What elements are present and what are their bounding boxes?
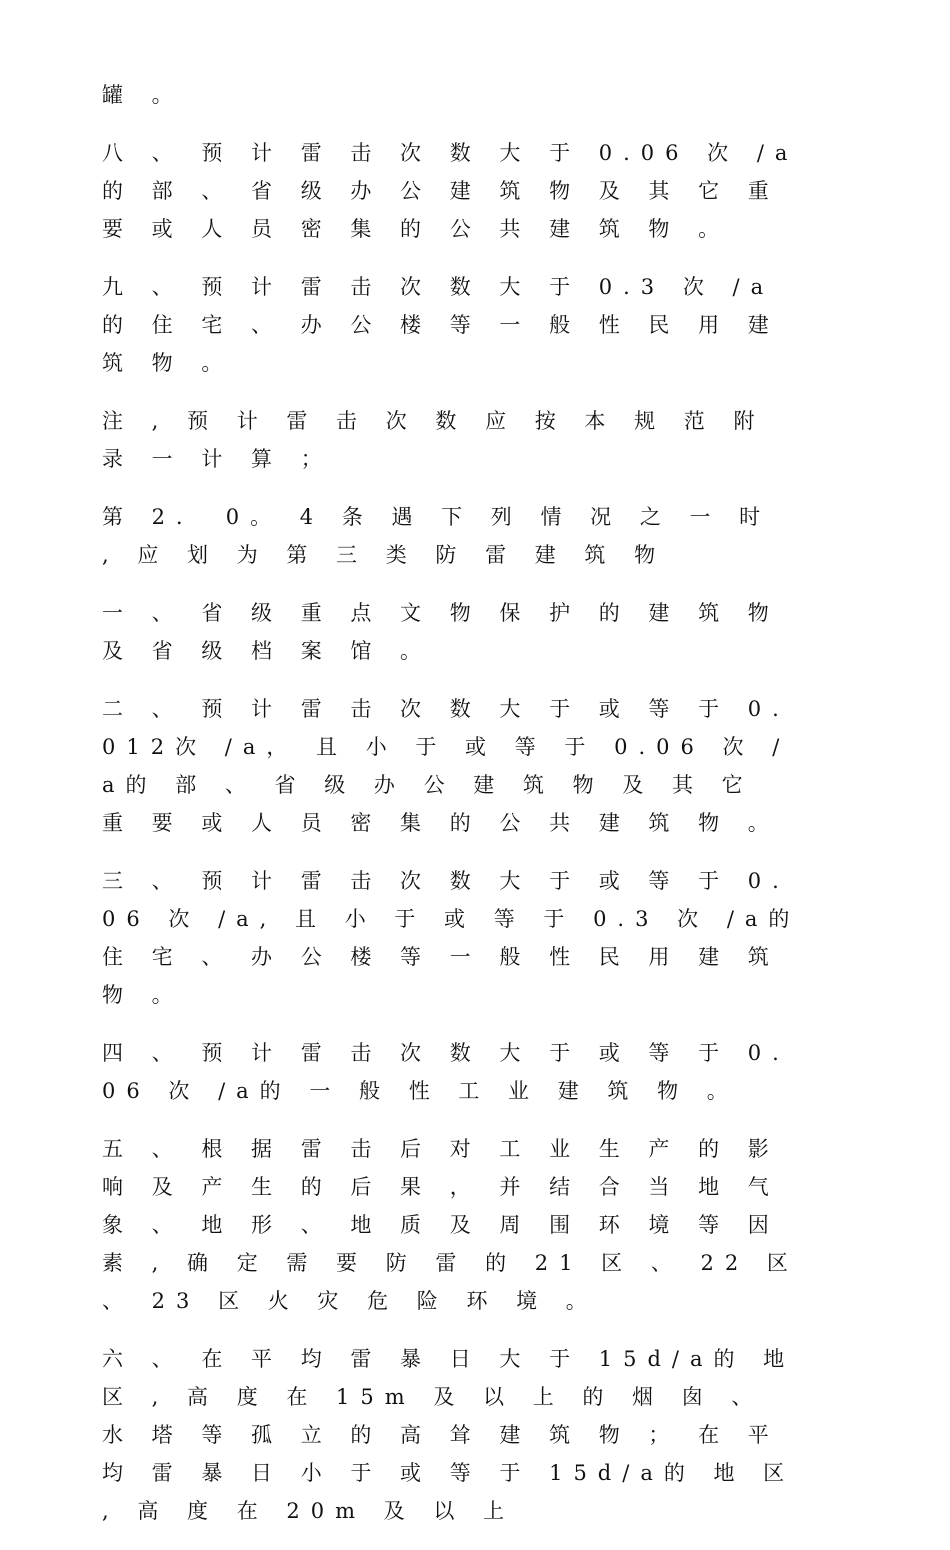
paragraph-class3-item-3: 三 、 预 计 雷 击 次 数 大 于 或 等 于 0.06 次 /a, 且 小 于 或 等 于 0.3 次 /a的 住 宅 、 办 公 楼 等 一 般 性 民 用 建 筑 物 。	[102, 869, 801, 1007]
paragraph-note: 注 , 预 计 雷 击 次 数 应 按 本 规 范 附 录 一 计 算 ；	[102, 409, 766, 471]
paragraph-class3-item-1: 一 、 省 级 重 点 文 物 保 护 的 建 筑 物 及 省 级 档 案 馆 。	[102, 601, 780, 663]
paragraph-class3-item-6: 六 、 在 平 均 雷 暴 日 大 于 15d/a的 地 区 , 高 度 在 15m 及 以 上 的 烟 囱 、 水 塔 等 孤 立 的 高 耸 建 筑 物 ； 在 平 均 雷 暴 日 小 于 或 等 于 15d/a的 地 区 , 高 度 在 20m 及 以 上	[102, 1347, 796, 1523]
paragraph-item-9: 九 、 预 计 雷 击 次 数 大 于 0.3 次 /a的 住 宅 、 办 公 楼 等 一 般 性 民 用 建 筑 物 。	[102, 275, 780, 375]
paragraph-class3-item-4: 四 、 预 计 雷 击 次 数 大 于 或 等 于 0.06 次 /a的 一 般 性 工 业 建 筑 物 。	[102, 1041, 790, 1103]
paragraph-item-8: 八 、 预 计 雷 击 次 数 大 于 0.06 次 /a的 部 、 省 级 办 公 建 筑 物 及 其 它 重 要 或 人 员 密 集 的 公 共 建 筑 物 。	[102, 141, 799, 241]
paragraph-tank-end: 罐 。	[102, 83, 184, 107]
paragraph-article-2-0-4: 第 2． 0。 4 条 遇 下 列 情 况 之 一 时 , 应 划 为 第 三 类 防 雷 建 筑 物	[102, 505, 772, 567]
document-body	[102, 76, 802, 1550]
paragraph-class3-item-2: 二 、 预 计 雷 击 次 数 大 于 或 等 于 0.012次 /a， 且 小 于 或 等 于 0.06 次 /a的 部 、 省 级 办 公 建 筑 物 及 其 它 重 要 或 人 员 密 集 的 公 共 建 筑 物 。	[102, 697, 791, 835]
paragraph-class3-item-5: 五 、 根 据 雷 击 后 对 工 业 生 产 的 影 响 及 产 生 的 后 果 ， 并 结 合 当 地 气 象 、 地 形 、 地 质 及 周 围 环 境 等 因 素 , 确 定 需 要 防 雷 的 21 区 、 22 区 、 23 区 火 灾 危 险 环 境 。	[102, 1137, 799, 1313]
